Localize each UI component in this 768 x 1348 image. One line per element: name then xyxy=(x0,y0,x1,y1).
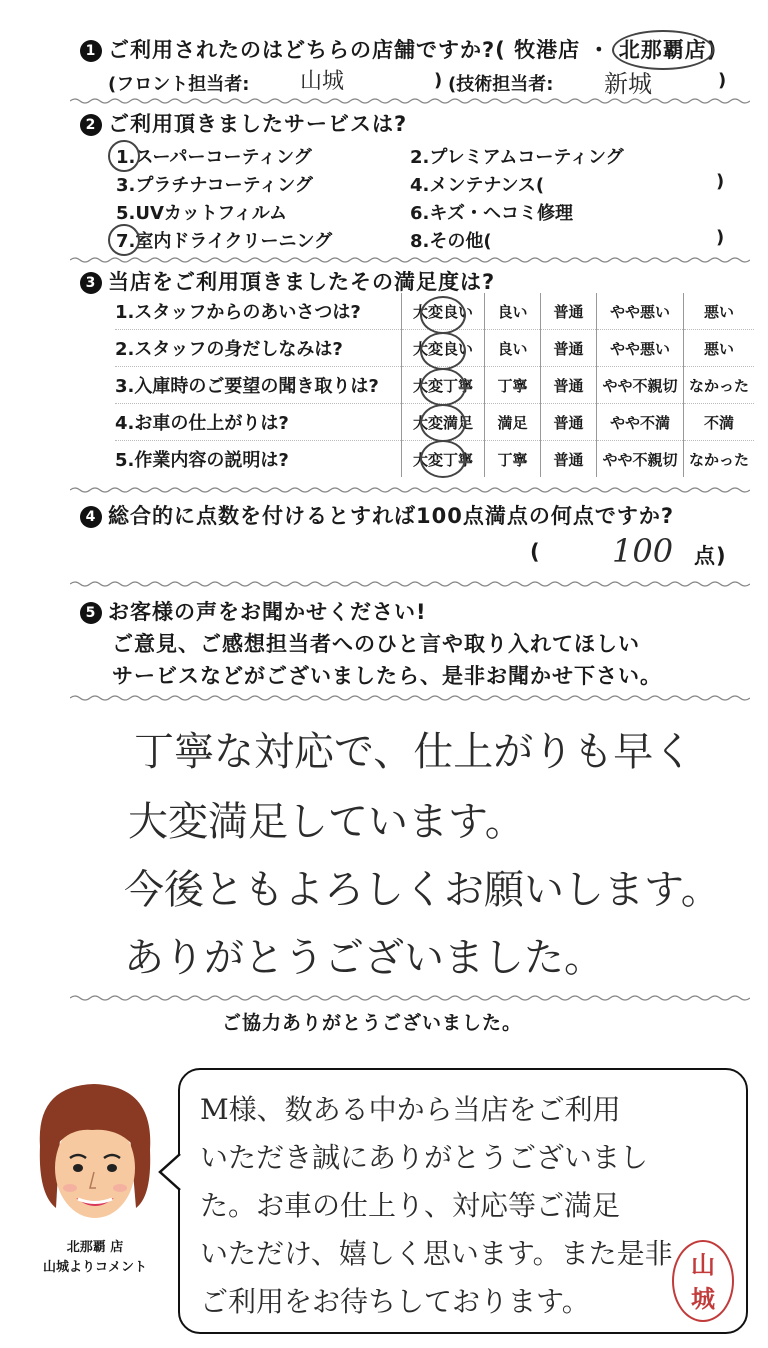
staff-label: 山城よりコメント xyxy=(42,1260,147,1275)
rating-question: 4.お車の仕上がりは? xyxy=(115,404,402,441)
q4-number-badge: 4 xyxy=(80,506,102,528)
rating-option: やや不親切 xyxy=(597,441,684,478)
name-seal-stamp xyxy=(672,1240,734,1322)
q5-question xyxy=(80,596,427,626)
customer-comment-line: 丁寧な対応で、仕上がりも早く xyxy=(134,729,694,775)
q5-line3: サービスなどがございましたら、是非お聞かせ下さい。 xyxy=(112,664,662,688)
customer-comment-line: ありがとうございました。 xyxy=(124,935,604,981)
rating-option: 大変満足 xyxy=(402,404,485,441)
rating-option: やや不満 xyxy=(597,404,684,441)
q5-number-badge: 5 xyxy=(80,602,102,624)
rating-option: 普通 xyxy=(541,330,597,367)
service-5: 5.UVカットフィルム xyxy=(116,203,288,224)
customer-comment-line: 今後ともよろしくお願いします。 xyxy=(124,867,721,913)
staff-store: 北那覇 店 xyxy=(66,1240,124,1255)
service-7: 7.室内ドライクリーニング xyxy=(116,231,333,252)
rating-option: やや悪い xyxy=(597,293,684,330)
rating-1-circle xyxy=(420,296,466,334)
rating-option: なかった xyxy=(684,441,755,478)
tech-staff-label: (技術担当者: xyxy=(448,74,554,95)
rating-question: 5.作業内容の説明は? xyxy=(115,441,402,478)
rating-option: 普通 xyxy=(541,367,597,404)
rating-question: 1.スタッフからのあいさつは? xyxy=(115,302,361,323)
reply-line: いただき誠にありがとうございまし xyxy=(200,1141,649,1174)
q3-question xyxy=(80,266,495,296)
thanks-footer: ご協力ありがとうございました。 xyxy=(222,1012,523,1034)
divider-3 xyxy=(70,486,750,494)
divider-5 xyxy=(70,694,750,702)
q2-question xyxy=(80,108,407,138)
q4-text: 総合的に点数を付けるとすれば100点満点の何点ですか? xyxy=(108,504,675,528)
rating-option: 良い xyxy=(485,293,541,330)
service-7-circle xyxy=(108,224,140,256)
service-2: 2.プレミアムコーティング xyxy=(410,147,624,168)
tech-staff-close: ) xyxy=(718,70,727,91)
service-1-circle xyxy=(108,140,140,172)
q2-text: ご利用頂きましたサービスは? xyxy=(108,112,408,136)
rating-option: 丁寧 xyxy=(485,367,541,404)
rating-option: 普通 xyxy=(541,441,597,478)
rating-option: 良い xyxy=(485,330,541,367)
reply-line: M様、数ある中から当店をご利用 xyxy=(200,1093,621,1126)
customer-comment-line: 大変満足しています。 xyxy=(128,799,525,845)
q3-text: 当店をご利用頂きましたその満足度は? xyxy=(108,270,496,294)
service-8: 8.その他( xyxy=(410,231,492,252)
front-staff-name: 山城 xyxy=(300,69,345,94)
q5-line2: ご意見、ご感想担当者へのひと言や取り入れてほしい xyxy=(112,632,640,656)
rating-option: 悪い xyxy=(684,330,755,367)
service-3: 3.プラチナコーティング xyxy=(116,175,313,196)
rating-option: 大変丁寧 xyxy=(402,441,485,478)
divider-6 xyxy=(70,994,750,1002)
rating-option: やや不親切 xyxy=(597,367,684,404)
service-4-close: ) xyxy=(716,171,725,192)
rating-option: 満足 xyxy=(485,404,541,441)
rating-5-circle xyxy=(420,440,466,478)
service-4: 4.メンテナンス( xyxy=(410,175,545,196)
reply-line: た。お車の仕上り、対応等ご満足 xyxy=(200,1189,621,1222)
divider-4 xyxy=(70,580,750,588)
staff-avatar xyxy=(26,1076,164,1236)
rating-option: 丁寧 xyxy=(485,441,541,478)
bubble-tail xyxy=(158,1152,184,1192)
reply-line: ご利用をお待ちしております。 xyxy=(200,1285,590,1318)
rating-option: 大変良い xyxy=(402,330,485,367)
q3-number-badge: 3 xyxy=(80,272,102,294)
rating-4-circle xyxy=(420,404,466,442)
rating-question: 2.スタッフの身だしなみは? xyxy=(115,330,402,367)
rating-question: 3.入庫時のご要望の聞き取りは? xyxy=(115,367,402,404)
front-staff-close: ) xyxy=(434,70,443,91)
q4-question xyxy=(80,500,674,530)
rating-option: 普通 xyxy=(541,293,597,330)
reply-line: いただけ、嬉しく思います。また是非 xyxy=(200,1237,673,1270)
rating-option: 普通 xyxy=(541,404,597,441)
service-1: 1.スーパーコーティング xyxy=(116,147,312,168)
rating-option: 不満 xyxy=(684,404,755,441)
divider-1 xyxy=(70,97,750,105)
score-open: ( xyxy=(530,540,541,564)
rating-2-circle xyxy=(420,332,466,370)
rating-option: 大変丁寧 xyxy=(402,367,485,404)
stamp-char: 山 xyxy=(691,1251,715,1279)
divider-2 xyxy=(70,256,750,264)
q2-number-badge: 2 xyxy=(80,114,102,136)
front-staff-label: (フロント担当者: xyxy=(108,74,250,95)
q1-number-badge: 1 xyxy=(80,40,102,62)
rating-option: なかった xyxy=(684,367,755,404)
rating-option: やや悪い xyxy=(597,330,684,367)
rating-option: 大変良い xyxy=(402,293,485,330)
score-unit: 点) xyxy=(694,544,727,568)
q5-line1: お客様の声をお聞かせください! xyxy=(108,600,427,624)
rating-3-circle xyxy=(420,368,466,406)
stamp-char: 城 xyxy=(691,1285,715,1313)
score-value: 100 xyxy=(612,532,674,570)
service-6: 6.キズ・ヘコミ修理 xyxy=(410,203,574,224)
rating-option: 悪い xyxy=(684,293,755,330)
q1-text: ご利用されたのはどちらの店舗ですか?( 牧港店 ・ 北那覇店) xyxy=(108,38,718,62)
service-8-close: ) xyxy=(716,227,725,248)
tech-staff-name: 新城 xyxy=(604,70,652,98)
